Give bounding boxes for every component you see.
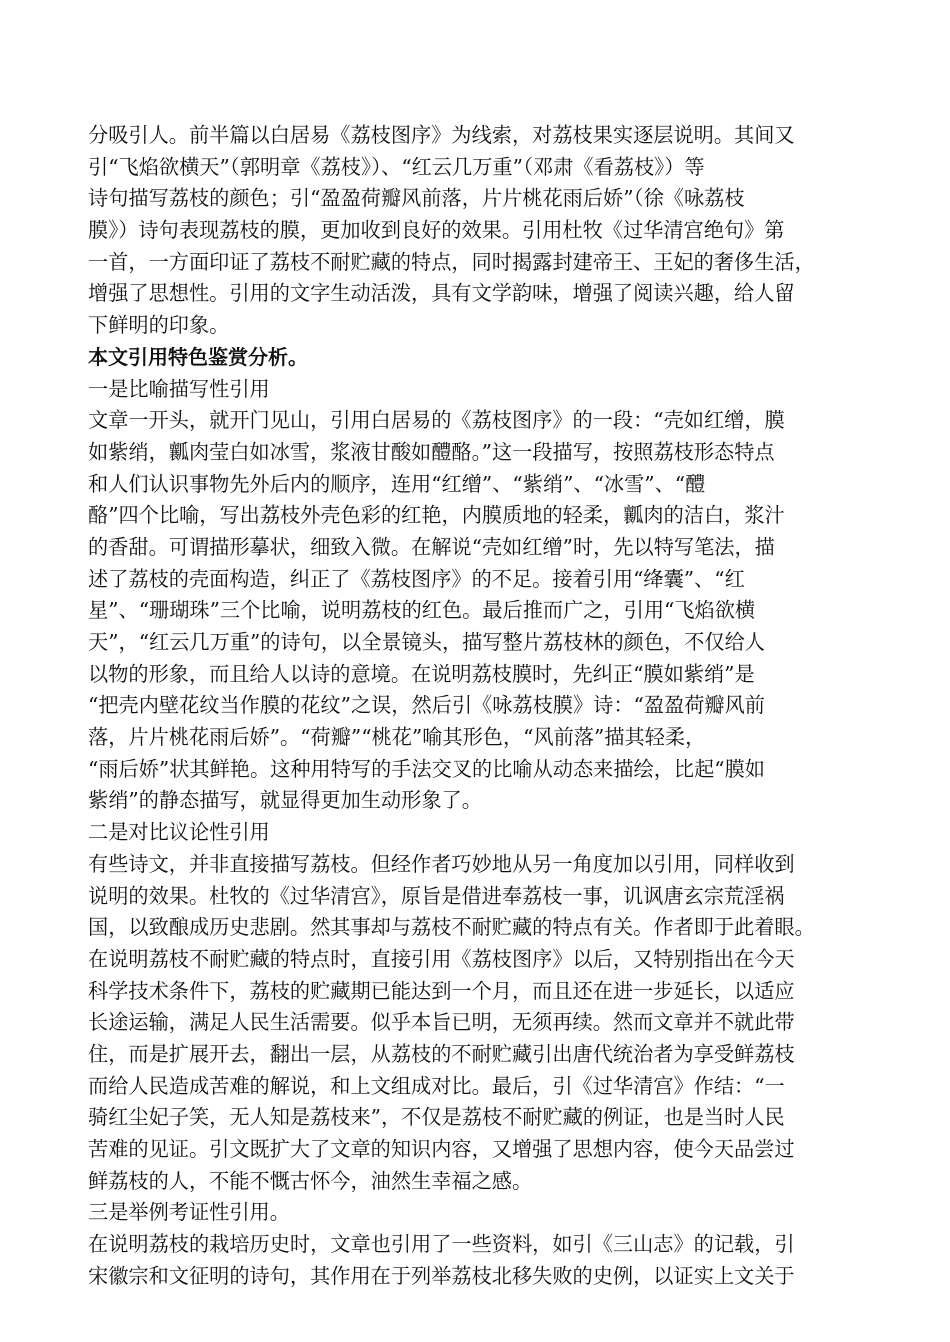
text-line: 下鲜明的印象。 <box>88 313 230 338</box>
section-heading: 本文引用特色鉴赏分析。 <box>88 344 308 369</box>
text-line: 膜》）诗句表现荔枝的膜，更加收到良好的效果。引用杜牧《过华清宫绝句》第 <box>88 218 785 243</box>
text-line: 酪”四个比喻，写出荔枝外壳色彩的红艳，内膜质地的轻柔，瓤肉的洁白，浆汁 <box>88 503 785 528</box>
text-line: 天”，“红云几万重”的诗句，以全景镜头，描写整片荔枝林的颜色，不仅给人 <box>88 630 765 654</box>
text-line: 骑红尘妃子笑，无人知是荔枝来”，不仅是荔枝不耐贮藏的例证，也是当时人民 <box>88 1105 785 1130</box>
text-line: 星”、“珊瑚珠”三个比喻，说明荔枝的红色。最后推而广之，引用“飞焰欲横 <box>88 598 756 623</box>
text-line: 引“飞焰欲横天”（郭明章《荔枝》）、“红云几万重”（邓肃《看荔枝》）等 <box>88 154 705 179</box>
text-line: 述了荔枝的壳面构造，纠正了《荔枝图序》的不足。接着引用“绛囊”、“红 <box>88 566 745 591</box>
text-line: 诗句描写荔枝的颜色；引“盈盈荷瓣风前落，片片桃花雨后娇”（徐《咏荔枝 <box>88 186 745 211</box>
text-line: 鲜荔枝的人，不能不慨古怀今，油然生幸福之感。 <box>88 1168 533 1193</box>
text-line: 三是举例考证性引用。 <box>88 1200 290 1225</box>
text-line: 科学技术条件下，荔枝的贮藏期已能达到一个月，而且还在进一步延长，以适应 <box>88 978 795 1003</box>
text-line: 有些诗文，并非直接描写荔枝。但经作者巧妙地从另一角度加以引用，同样收到 <box>88 851 795 876</box>
document-body <box>88 120 868 1292</box>
text-line: 紫绡”的静态描写，就显得更加生动形象了。 <box>88 788 482 813</box>
text-line: 一首，一方面印证了荔枝不耐贮藏的特点，同时揭露封建帝王、王妃的奢侈生活， <box>88 249 815 274</box>
text-line: 国，以致酿成历史悲剧。然其事却与荔枝不耐贮藏的特点有关。作者即于此着眼。 <box>88 915 815 940</box>
text-line: 一是比喻描写性引用 <box>88 376 270 401</box>
text-line: 二是对比议论性引用 <box>88 820 270 845</box>
text-line: 和人们认识事物先外后内的顺序，连用“红缯”、“紫绡”、“冰雪”、“醴 <box>88 471 706 496</box>
text-line: 文章一开头，就开门见山，引用白居易的《荔枝图序》的一段：“壳如红缯，膜 <box>88 408 785 433</box>
text-line: 宋徽宗和文征明的诗句，其作用在于列举荔枝北移失败的史例，以证实上文关于 <box>88 1263 795 1288</box>
text-line: 如紫绡，瓤肉莹白如冰雪，浆液甘酸如醴酪。”这一段描写，按照荔枝形态特点 <box>88 439 775 464</box>
text-line: “雨后娇”状其鲜艳。这种用特写的手法交叉的比喻从动态来描绘，比起“膜如 <box>88 756 765 781</box>
text-line: 的香甜。可谓描形摹状，细致入微。在解说“壳如红缯”时，先以特写笔法，描 <box>88 534 775 559</box>
text-line: 苦难的见证。引文既扩大了文章的知识内容，又增强了思想内容，使今天品尝过 <box>88 1137 795 1161</box>
text-line: 在说明荔枝不耐贮藏的特点时，直接引用《荔枝图序》以后，又特别指出在今天 <box>88 946 795 971</box>
text-line: 住，而是扩展开去，翻出一层，从荔枝的不耐贮藏引出唐代统治者为享受鲜荔枝 <box>88 1041 795 1066</box>
text-line: 说明的效果。杜牧的《过华清宫》，原旨是借进奉荔枝一事，讥讽唐玄宗荒淫祸 <box>88 883 785 908</box>
text-line: 分吸引人。前半篇以白居易《荔枝图序》为线索，对荔枝果实逐层说明。其间又 <box>88 123 795 147</box>
text-line: 而给人民造成苦难的解说，和上文组成对比。最后，引《过华清宫》作结：“一 <box>88 1073 785 1098</box>
text-line: “把壳内壁花纹当作膜的花纹”之误，然后引《咏荔枝膜》诗：“盈盈荷瓣风前 <box>88 693 765 718</box>
text-line: 落，片片桃花雨后娇”。“荷瓣”“桃花”喻其形色，“风前落”描其轻柔， <box>88 725 706 750</box>
text-line: 以物的形象，而且给人以诗的意境。在说明荔枝膜时，先纠正“膜如紫绡”是 <box>88 661 755 686</box>
text-line: 增强了思想性。引用的文字生动活泼，具有文学韵味，增强了阅读兴趣，给人留 <box>88 281 795 306</box>
text-line: 在说明荔枝的栽培历史时，文章也引用了一些资料，如引《三山志》的记载，引 <box>88 1232 795 1257</box>
text-line: 长途运输，满足人民生活需要。似乎本旨已明，无须再续。然而文章并不就此带 <box>88 1010 795 1035</box>
